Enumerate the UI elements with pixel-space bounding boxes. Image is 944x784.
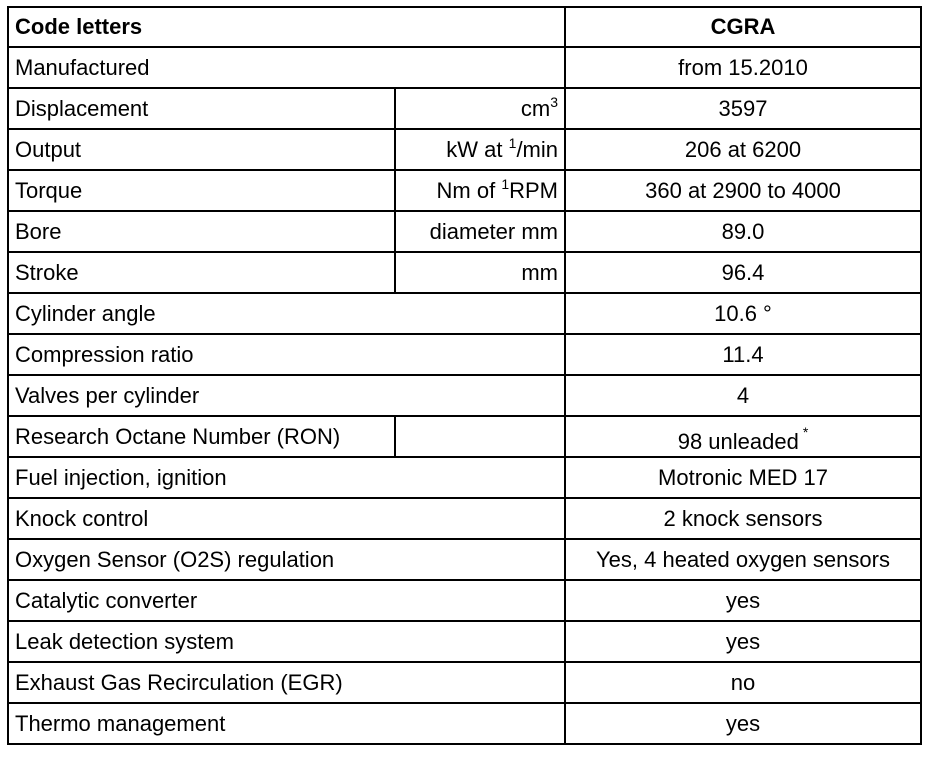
unit-prefix: Nm of: [436, 177, 502, 203]
footnote-marker: *: [802, 423, 809, 440]
table-row: [8, 539, 921, 580]
table-row: [8, 334, 921, 375]
engine-spec-table: [7, 6, 922, 745]
table-row: [8, 457, 921, 498]
table-row: [8, 498, 921, 539]
row-value: yes: [565, 703, 921, 744]
row-value: 206 at 6200: [565, 129, 921, 170]
row-label: Bore: [8, 211, 395, 252]
row-value: 89.0: [565, 211, 921, 252]
row-label: Stroke: [8, 252, 395, 293]
table-header-row: [8, 7, 921, 47]
table-row: [8, 293, 921, 334]
row-unit: [395, 88, 565, 129]
table-row: [8, 621, 921, 662]
table-row: [8, 252, 921, 293]
row-label: Torque: [8, 170, 395, 211]
row-label: Thermo management: [8, 703, 565, 744]
row-value: no: [565, 662, 921, 703]
unit-suffix: RPM: [509, 177, 558, 203]
row-label: Research Octane Number (RON): [8, 416, 395, 457]
row-label: Valves per cylinder: [8, 375, 565, 416]
row-value: 2 knock sensors: [565, 498, 921, 539]
value-text: 98 unleaded: [677, 428, 799, 454]
row-value: 10.6 °: [565, 293, 921, 334]
unit-superscript: 1: [508, 134, 517, 151]
row-value: yes: [565, 621, 921, 662]
unit-suffix: /min: [516, 136, 558, 162]
row-label: Output: [8, 129, 395, 170]
row-value: 3597: [565, 88, 921, 129]
row-value: from 15.2010: [565, 47, 921, 88]
row-unit: [395, 170, 565, 211]
header-value: CGRA: [565, 7, 921, 47]
row-label: Exhaust Gas Recirculation (EGR): [8, 662, 565, 703]
table-row: [8, 662, 921, 703]
header-label: Code letters: [8, 7, 565, 47]
row-label: Displacement: [8, 88, 395, 129]
row-unit: diameter mm: [395, 211, 565, 252]
table-row: [8, 375, 921, 416]
row-unit: [395, 129, 565, 170]
row-label: Leak detection system: [8, 621, 565, 662]
row-label: Catalytic converter: [8, 580, 565, 621]
row-value: [565, 416, 921, 457]
row-label: Oxygen Sensor (O2S) regulation: [8, 539, 565, 580]
row-value: 96.4: [565, 252, 921, 293]
unit-superscript: 3: [550, 93, 558, 110]
table-row: [8, 47, 921, 88]
row-unit: mm: [395, 252, 565, 293]
table-row: [8, 170, 921, 211]
row-label: Knock control: [8, 498, 565, 539]
row-label: Cylinder angle: [8, 293, 565, 334]
unit-text: cm: [520, 95, 551, 121]
unit-superscript: 1: [501, 175, 510, 192]
table-row: [8, 211, 921, 252]
row-value: 360 at 2900 to 4000: [565, 170, 921, 211]
row-value: Motronic MED 17: [565, 457, 921, 498]
row-value: yes: [565, 580, 921, 621]
row-value: 4: [565, 375, 921, 416]
row-unit-empty: [395, 416, 565, 457]
row-label: Fuel injection, ignition: [8, 457, 565, 498]
table-row: [8, 129, 921, 170]
table-row: [8, 88, 921, 129]
unit-prefix: kW at: [446, 136, 509, 162]
row-label: Compression ratio: [8, 334, 565, 375]
row-label: Manufactured: [8, 47, 565, 88]
row-value: 11.4: [565, 334, 921, 375]
table-row: [8, 703, 921, 744]
row-value: Yes, 4 heated oxygen sensors: [565, 539, 921, 580]
table-row: [8, 580, 921, 621]
table-row: [8, 416, 921, 457]
